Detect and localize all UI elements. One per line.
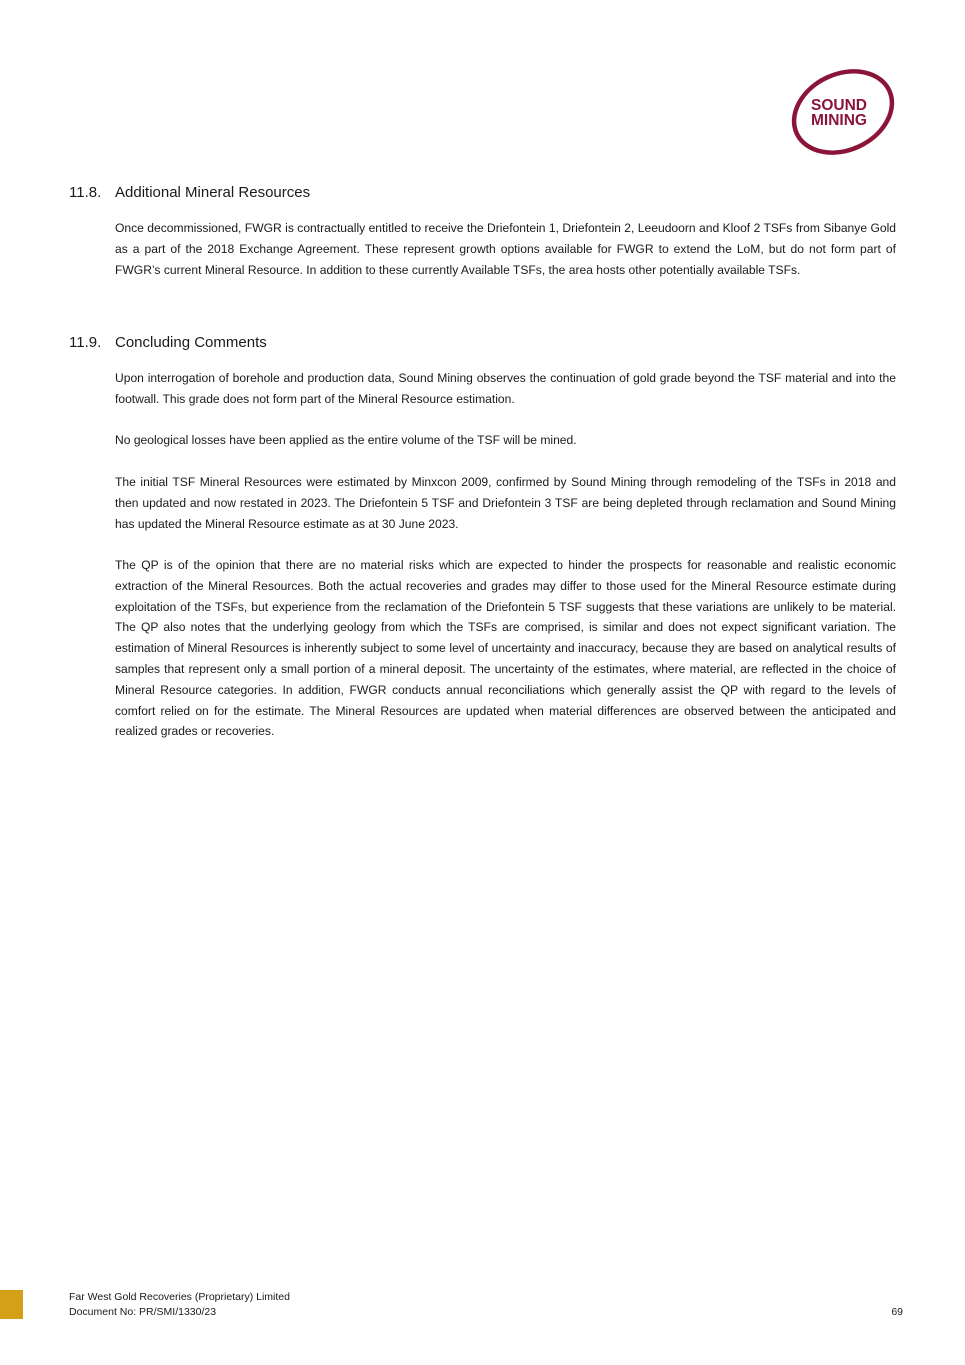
section-number: 11.9. <box>69 334 102 351</box>
logo-graphic <box>783 66 901 158</box>
paragraph-geological-losses: No geological losses have been applied as the entire volume of the TSF will be mined. <box>115 433 577 447</box>
section-heading-11-9 <box>69 334 267 351</box>
footer-document-number: Document No: PR/SMI/1330/23 <box>69 1306 217 1318</box>
page-number: 69 <box>891 1306 903 1318</box>
footer <box>69 1290 290 1320</box>
section-title: Concluding Comments <box>115 334 267 351</box>
sound-mining-logo <box>783 66 901 158</box>
paragraph-initial-estimates: The initial TSF Mineral Resources were estimated by Minxcon 2009, confirmed by Sound Mining through remodeling of the TSFs in 2018 and then updated and now restated in 2023. The Driefontein 5 TSF and Driefontein 3 TSF are being depleted through reclamation and Sound Mining has updated the Mineral Resource estimate as at 30 June 2023. <box>115 475 896 531</box>
section-title: Additional Mineral Resources <box>115 184 311 201</box>
footer-company: Far West Gold Recoveries (Proprietary) Limited <box>69 1291 290 1303</box>
section-heading-11-8 <box>69 184 310 201</box>
paragraph-qp-opinion: The QP is of the opinion that there are no material risks which are expected to hinder the prospects for reasonable and realistic economic extraction of the Mineral Resources. Both the actual recoveries and grades may differ to those used for the Mineral Resource estimate during exploitation of the TSFs, but experience from the reclamation of the Driefontein 5 TSF suggests that these variations are unlikely to be material. The QP also notes that the underlying geology from which the TSFs are comprised, is similar and does not expect significant variation. The estimation of Mineral Resources is inherently subject to some level of uncertainty and inaccuracy, because they are based on analytical results of samples that represent only a small portion of a mineral deposit. The uncertainty of the estimates, where material, are reflected in the choice of Mineral Resource categories. In addition, FWGR conducts annual reconciliations which generally assist the QP with regard to the levels of comfort relied on for the estimate. The Mineral Resources are updated when material differences are observed between the anticipated and realized grades or recoveries. <box>115 558 896 739</box>
section-number: 11.8. <box>69 184 102 201</box>
logo-line-1: SOUND <box>811 97 867 114</box>
paragraph-borehole-data: Upon interrogation of borehole and production data, Sound Mining observes the continuation of gold grade beyond the TSF material and into the footwall. This grade does not form part of the Mineral Resource estimation. <box>115 371 896 406</box>
footer-color-tab <box>0 1290 23 1319</box>
paragraph-additional-resources: Once decommissioned, FWGR is contractually entitled to receive the Driefontein 1, Driefontein 2, Leeudoorn and Kloof 2 TSFs from Sibanye Gold as a part of the 2018 Exchange Agreement. These represent growth options available for FWGR to extend the LoM, but do not form part of FWGR’s current Mineral Resource. In addition to these currently Available TSFs, the area hosts other potentially available TSFs. <box>115 221 896 277</box>
logo-line-2: MINING <box>811 112 867 129</box>
